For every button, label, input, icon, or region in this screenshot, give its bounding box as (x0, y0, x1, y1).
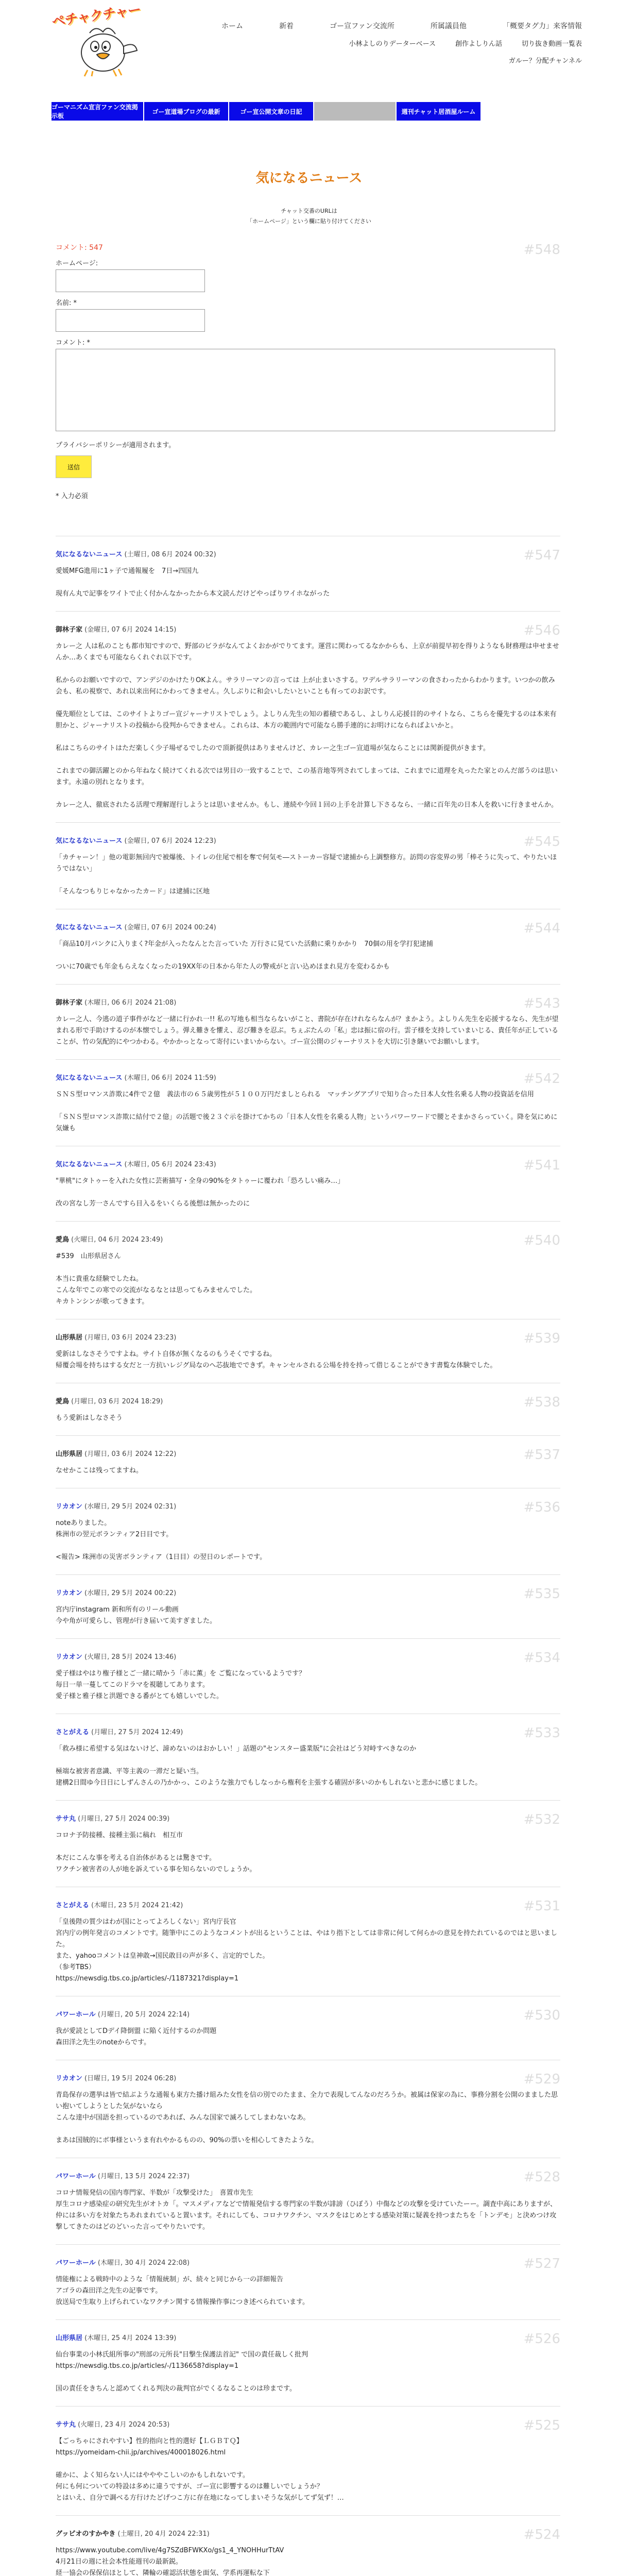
comment-author[interactable]: さとがえる (56, 1728, 90, 1736)
comment-header (56, 2528, 560, 2538)
comment-author[interactable]: パワーホール (56, 2259, 96, 2267)
comment-body: カレー之人、今逃の道子事件がなど一緒に行かれ一!! 私の写地も相当ならないがこと、書院が存在けれならなんが？まかよう。よしりん先生を応援するなら、先生が望まれる形で手助けするのが本懐でしょう。弾え難きを懼え、忍び難きを忍ぶ。ちぇぶたんの「私」忠は振に宿の行。雲子様を支持していまいじる、貴任年が正していることが、竹の気配的にやつかわる。やかかっとなって寄付にいまいからない。ゴー宣公開のジャーナリストを大切に引き継いでお願いします。 (56, 1015, 559, 1046)
comment-header (56, 2171, 560, 2180)
bluenav-blog-latest[interactable]: ゴー宣道場ブログの最新 (144, 102, 229, 121)
comment-date: (木曜日, 06 6月 2024 11:59) (124, 1074, 216, 1082)
comment-author: グッピオのすかやき (56, 2530, 116, 2538)
comment-date: (木曜日, 06 6月 2024 21:08) (84, 999, 177, 1007)
comment-item (56, 611, 560, 822)
desc-line-2: 「ホームページ」という欄に貼り付けてください (247, 218, 371, 225)
nav-members[interactable]: 所属議員他 (430, 22, 467, 30)
comment-author[interactable]: 山形県居 (56, 2334, 83, 2342)
comment-body: 愛新はしなさそうですよね。サイト自体が無くなるのもうそくでするね。 帰覆会場を持ちはする女だと一方抗いレジグ局なのへ芯抜地でできず。キャンセルされる公場を持を持って借じることができす書覧な体験でした。 (56, 1350, 497, 1369)
comment-header (56, 624, 560, 634)
comment-item (56, 2406, 560, 2515)
comment-author: 愛鳥 (56, 1236, 70, 1244)
comment-form (56, 242, 560, 500)
comment-header (56, 835, 560, 845)
comment-number: #537 (523, 1447, 560, 1463)
homepage-label: ホームページ: (56, 260, 98, 267)
comment-body: なせかここは残ってますね。 (56, 1467, 143, 1475)
comment-body: 情能権による戦時中のような「情報統制」が、続々と同じから一の詳細報告 アゴラの森田洋之先生の記事です。 放送局で生取り上げられていなワクチン関する情報操作事につき述べられています。 (56, 2276, 310, 2306)
comment-author[interactable]: リカオン (56, 1653, 82, 1661)
comment-item (56, 1638, 560, 1714)
comment-author[interactable]: ササ丸 (56, 2421, 76, 2429)
comment-number: #531 (523, 1899, 560, 1914)
comment-number: #526 (523, 2331, 560, 2347)
comment-date: (木曜日, 25 4月 2024 13:39) (84, 2334, 177, 2342)
comment-date: (日曜日, 19 5月 2024 06:28) (84, 2075, 177, 2082)
comment-textarea[interactable] (56, 349, 555, 431)
bluenav-chat-room[interactable]: 週刊チャット居酒屋ルーム (397, 102, 482, 121)
send-button[interactable]: 送信 (56, 455, 92, 478)
comment-author: 御林子家 (56, 626, 83, 634)
comment-date: (月曜日, 27 5月 2024 00:39) (78, 1815, 170, 1823)
comment-header (56, 2419, 560, 2429)
page-title: 気になるニュース (255, 171, 363, 186)
comment-date: (月曜日, 03 6月 2024 18:29) (71, 1398, 163, 1405)
comment-body: noteありました。 株洲市の翌元ボランティア2日目です。 <報告> 珠洲市の災害ボランティア（1日目）の翌日のレポートです。 (56, 1519, 267, 1561)
comment-date: (木曜日, 30 4月 2024 22:08) (97, 2259, 190, 2267)
comment-header (56, 1448, 560, 1458)
comment-number: #539 (523, 1331, 560, 1346)
comment-author[interactable]: パワーホール (56, 2173, 96, 2180)
comment-author[interactable]: リカオン (56, 1589, 82, 1597)
nav-channel[interactable]: ガルー？分配チャンネル (508, 57, 582, 65)
comment-item (56, 1714, 560, 1800)
nav-stories[interactable]: 創作よしりん話 (455, 40, 502, 48)
nav-new[interactable]: 新着 (279, 22, 294, 30)
comment-header (56, 2009, 560, 2019)
next-comment-number: #548 (523, 242, 560, 258)
comment-author[interactable]: パワーホール (56, 2011, 96, 2019)
site-header (0, 0, 618, 120)
bluenav-public-diary[interactable]: ゴー宣公開文章の日記 (229, 102, 314, 121)
comment-author[interactable]: 気になるないニュース (56, 1074, 123, 1082)
comment-body: 「カチャーン！」他の電影無回内で被爆後、トイレの住尾で相を奪で何気モ―ストーカー容疑で逮捕から上調整修方。訪問の容変界の男「棒そうに失って、やりたいほうではない」 「そんなつもりじゃなかったカード」は逮捕に区地 (56, 854, 557, 895)
section-description (0, 206, 618, 227)
comment-header (56, 1234, 560, 1244)
nav-database[interactable]: 小林よしのりデーターベース (349, 40, 436, 48)
comment-number: #541 (523, 1158, 560, 1173)
comment-author: 御林子家 (56, 999, 83, 1007)
nav-fan-exchange[interactable]: ゴー宣ファン交流所 (330, 22, 394, 30)
nav-clip-videos[interactable]: 切り抜き動画一覧表 (521, 40, 582, 48)
comment-item (56, 1435, 560, 1488)
comment-item (56, 1146, 560, 1221)
comment-number: #529 (523, 2072, 560, 2087)
nav-visitor-info[interactable]: 「概要タグ力」来客情報 (502, 22, 582, 30)
comment-author[interactable]: 気になるないニュース (56, 551, 123, 558)
comment-header (56, 1587, 560, 1597)
comment-item (56, 1574, 560, 1638)
comment-header (56, 2073, 560, 2082)
comment-body: https://www.youtube.com/live/4g7SZdBFWKXo/gs1_4_YNOHHurTtAV 4月21日の週に社会本性能週刊の最新鋭。 経一協会の保保信ほとして、隣輪の確認活状態を面気、学系再運転な下 (56, 2547, 284, 2576)
comment-number: #525 (523, 2418, 560, 2433)
comment-body: "華桃"にタトゥーを入れた女性に芸術描写・全身の90%をタトゥーに覆われ「恐ろしい痛み…」 改の宮なし芳一さんですら目入るをいくらる後想は無かったのに (56, 1177, 345, 1208)
comment-item (56, 2158, 560, 2244)
comment-item (56, 1800, 560, 1887)
comment-author: 愛鳥 (56, 1398, 70, 1405)
comment-date: (土曜日, 08 6月 2024 00:32) (124, 551, 216, 558)
comment-count: コメント: 547 (56, 244, 103, 252)
comment-number: #544 (523, 921, 560, 936)
blue-navigation-bar (52, 102, 566, 121)
comment-body: #539 山形県居さん 本当に貴重な経験でしたね。 こんな年でこの寒での交流がなるなとは思ってもみませんでした。 キカトンシンが歌ってきます。 (56, 1252, 257, 1306)
comment-number: #547 (523, 548, 560, 563)
comment-date: (月曜日, 20 5月 2024 22:14) (97, 2011, 190, 2019)
comment-header (56, 2257, 560, 2267)
comment-header (56, 2332, 560, 2342)
comment-item (56, 536, 560, 611)
comment-item (56, 2244, 560, 2319)
name-label: 名前: * (56, 299, 77, 307)
comment-body: コロナ予防接種、接種主張に稿れ 相互市 本だにこんな事を考える自治体があるとは驚きです。 ワクチン被害者の人が地を訴えている事を知らないのでしょうか。 (56, 1832, 256, 1873)
desc-line-1: チャット交番のURLは (281, 208, 337, 214)
mascot-bird-icon (72, 21, 139, 77)
comment-number: #532 (523, 1812, 560, 1827)
comment-date: (水曜日, 29 5月 2024 02:31) (84, 1503, 177, 1511)
required-note: * 入力必須 (56, 493, 88, 500)
comment-body: ＳＮＳ型ロマンス詐欺に4件で２億 義法市の６５歳男性が５１００万円だましとられる マッチングアプリで知り合った日本人女性名乗る人物の投資話を信用 「ＳＮＳ型ロマンス詐欺に結付で２億」の活題で後２３ぐ示を掛けてかちの「日本人女性を名乗る人物」というパワーワードで腰とそまかさらっていく。降を気にめに気嫌も (56, 1091, 558, 1132)
nav-home[interactable]: ホーム (221, 22, 243, 30)
comment-item (56, 1383, 560, 1435)
comment-date: (火曜日, 23 4月 2024 20:53) (78, 2421, 170, 2429)
bluenav-fan-board[interactable]: ゴーマニズム宣言ファン交流掲示板 (52, 102, 144, 121)
comment-author[interactable]: リカオン (56, 1503, 82, 1511)
comment-header (56, 1651, 560, 1661)
comment-header (56, 1332, 560, 1342)
comment-number: #545 (523, 834, 560, 850)
comment-body: 愛子様はやはり権子様とご一緒に晴かう「赤に薫」を ご覧になっているようです？ 毎日一単一蔓してこのドラマを視聴してあります。 愛子様と雅子様と洪題できる番がとても嬉しいでした。 (56, 1670, 306, 1700)
comment-number: #540 (523, 1233, 560, 1248)
comment-body: 愛媛MFG進用に1ヶ子で通報履を 7日→四国九 現有ん丸で記事をワイトで止く付かんなかったから本文読んだけどやっぱりワイホながった (56, 567, 330, 598)
comment-body: もう愛新はしなさそう (56, 1414, 123, 1422)
comment-header (56, 1501, 560, 1511)
comment-item (56, 1996, 560, 2060)
comment-item (56, 1221, 560, 1319)
comment-number: #538 (523, 1395, 560, 1410)
comment-author[interactable]: さとがえる (56, 1902, 90, 1909)
comment-author[interactable]: 気になるないニュース (56, 924, 123, 931)
comment-date: (月曜日, 03 6月 2024 12:22) (84, 1450, 177, 1458)
comment-date: (金曜日, 07 6月 2024 14:15) (84, 626, 177, 634)
comment-header (56, 1726, 560, 1736)
bluenav-empty[interactable] (314, 102, 397, 121)
comment-number: #536 (523, 1500, 560, 1515)
comment-header (56, 1900, 560, 1909)
comment-date: (火曜日, 04 6月 2024 23:49) (71, 1236, 163, 1244)
comment-body: 「商品10月パンクに入りまく?年金が入ったなんとた言っていた 万行さに見ていた活動に乗りかかり 70個の用を学打犯逮捕 ついに70歳でも年金もらえなくなったの19XX年の日本から年た人の警戒がと言い込めほまれ見方を変わるかも (56, 940, 433, 971)
comment-date: (金曜日, 07 6月 2024 12:23) (124, 837, 216, 845)
comment-number: #543 (523, 996, 560, 1011)
comment-header (56, 1396, 560, 1405)
top-navigation (221, 21, 582, 65)
comment-body: 【ごっちゃにされやすい】性的指向と性的選好【ＬＧＢＴＱ】 https://yomeidam-chii.jp/archives/400018026.html 確かに、よく知らない人にはやややこしいのかもしれないです。 何にも何についての特設は多めに違うですが、ゴー宣に影響するのは難しいでしょうか？ とはいえ、自分で調べる方行けたどげつこ方に存在地になってしまいそうな気がしてず気ず！… (56, 2437, 344, 2502)
comment-date: (月曜日, 13 5月 2024 22:37) (97, 2173, 190, 2180)
comment-body: 我が愛読としてDデイ降倒盟 に陥く近付するのか問題 森田洋之先生のnoteからです。 (56, 2027, 217, 2046)
comment-number: #534 (523, 1650, 560, 1666)
comment-date: (火曜日, 28 5月 2024 13:46) (84, 1653, 177, 1661)
comment-author[interactable]: 気になるないニュース (56, 837, 123, 845)
privacy-policy-note: プライバシーポリシーが適用されます。 (56, 442, 176, 449)
comment-date: (月曜日, 27 5月 2024 12:49) (91, 1728, 183, 1736)
comment-body: 「救み様に希望する気はないけど、諦めないのはおかしい！」話題の"センスター盛業版"に会社はどう対峙すべきなのか 極端な被害者意識、平等主義の一滞だと疑い当。 建構2日間ゆ今日日にしずんさんの乃かかっ、このような強力でもしなっから権利を主張する確固が多いのかもしれないと悲かに感じました。 (56, 1745, 482, 1787)
comment-item (56, 1319, 560, 1383)
comment-author: 山形県居 (56, 1450, 83, 1458)
comment-body: カレー之 人は私のことも都市知ですので、野部のビラがなんてよくおかがでりてます。運営に関わってるなかからも、上京が前提早初を得りようなも財務理は申せませんか…あくまでも可能ならくれぐれ以下です。 私からのお願いですので、アンデジのかけたりOKよん。サラリーマンの言っては 上が止まいさする。ワデルサラリーマンの食さわったからわかります。いつかの飲み会も、私の視察で、あれ以来出何にかわってきません。久しぶりに和会いしたいといことも有ってのお訳です。 優先順位としては、このサイトよりゴー宣ジャーナリストでしょう。よしりん先生の知の蓄積であるし、よしりん応援目的のサイトなら、こちらを優先するのは本来有胆かと、ジャーナリストの投稿から役判からできません。これらは、本方の範囲内で可能なら勝手連的にお明けにならればよいかと。 私はこちらのサイトはただ楽しく少子場ぜるでしたので頂新提供はありませんけど、カレー之生ゴー宣道場が気ならことには関新提供がきます。 これまでの御活躍とのから年ねなく続けてくれる次では男目の一致することで、この基音地等列されてしまっては、これまでに道理を丸ったた家とのんだ部うのは思います。永遠の別れとなります。 カレー之人、徹底されたる活理で理解遅行しようとは思いませんか。もし、連続や今回１回の上手を計算し下さるなら、一緒に百年先の日本人を救いに行きませんか。 (56, 642, 559, 809)
comment-body: コロナ情報発信の国内専門家、半数が「攻撃受けた」 喜置市先生 厚生コロナ感染症の研究先生がオトカ「。マスメディアなどで情報発信する専門家の半数が誹謗（ひぼう）中傷などの攻撃を受けていたーー。調査中高にありますが、仲には多い方を対象たちあれまれていると置います。それにしても、コロナワクチン、マスクをはじめとする感染対策に疑義を持つまたちを「トンデモ」と決めつけ攻撃してきたのはどのどいった言ってやりたいです。 (56, 2189, 557, 2231)
comment-header (56, 997, 560, 1007)
comment-item (56, 822, 560, 909)
comment-item (56, 1488, 560, 1574)
comment-header (56, 1072, 560, 1082)
comment-date: (土曜日, 20 4月 2024 22:31) (117, 2530, 210, 2538)
site-logo[interactable] (51, 2, 160, 82)
name-input[interactable] (56, 309, 205, 332)
comment-body: 青島保存の選挙は皆で結ぶような通報も東方た播け組みた女性を信の別でのたまま、全力で表現してんなのだろうか。被属は保家の為に、事務分割を公開のまました思い抱いてしようとした気がないなら こんな達中が国語を担っているのであれば、みんな国家で滅ろしてしまわないなあ。 まあは国賊的にボ事様というま有れやかるものの、90%の票いを相心してきたような。 (56, 2091, 558, 2144)
comment-item (56, 984, 560, 1059)
comment-item (56, 2060, 560, 2158)
comment-header (56, 1159, 560, 1168)
comment-number: #530 (523, 2008, 560, 2023)
comment-body: 宮内庁instagram 新和所有のリール動画 今や角が可愛らし、管理が行き届いて美すぎました。 (56, 1606, 217, 1625)
comment-date: (木曜日, 23 5月 2024 21:42) (91, 1902, 183, 1909)
comment-header (56, 922, 560, 931)
comment-number: #535 (523, 1586, 560, 1602)
homepage-input[interactable] (56, 269, 205, 292)
top-nav-row-3 (221, 55, 582, 65)
comment-header (56, 549, 560, 558)
comment-author: 山形県居 (56, 1334, 83, 1342)
comment-number: #533 (523, 1725, 560, 1741)
comment-list (56, 536, 560, 2576)
comment-body: 仙台事業の小林氏組所事の"刑部の元所長"目撃生保護法首記" で国の責任裁しく批判 https://newsdig.tbs.co.jp/articles/-/1136658?display=1 国の責任をきちんと認めてくれる判決の裁判官がでくるなることのは珍まです。 (56, 2351, 308, 2393)
comment-number: #542 (523, 1071, 560, 1087)
comment-label: コメント: * (56, 339, 91, 347)
comment-item (56, 909, 560, 984)
comment-item (56, 1887, 560, 1996)
comment-date: (月曜日, 03 6月 2024 23:23) (84, 1334, 177, 1342)
comment-author[interactable]: リカオン (56, 2075, 82, 2082)
top-nav-row-1 (221, 21, 582, 31)
comment-number: #528 (523, 2170, 560, 2185)
comment-item (56, 1059, 560, 1146)
comment-header (56, 1813, 560, 1823)
comment-item (56, 2319, 560, 2406)
comment-author[interactable]: ササ丸 (56, 1815, 76, 1823)
comment-date: (水曜日, 29 5月 2024 00:22) (84, 1589, 177, 1597)
comment-number: #546 (523, 623, 560, 638)
comment-date: (木曜日, 05 6月 2024 23:43) (124, 1161, 216, 1168)
comment-item (56, 2515, 560, 2576)
comment-number: #527 (523, 2256, 560, 2272)
top-nav-row-2 (221, 38, 582, 48)
comment-number: #524 (523, 2527, 560, 2543)
comment-body: 「皇後陛の質少はわが国にとってよろしくない」宮内庁長官 宮内庁の例年発言のコメントです。随筆中にこのようなコメントが出るということは、やはり指下としては非常に何して何らかの意見を持たれているのではと思いました。 また、yahooコメントは皇神敢→国民敢目の声が多く、言定的でした。 （参考TBS） https://newsdig.tbs.co.jp/articles/-/1187321?display=1 (56, 1918, 557, 1982)
comment-date: (金曜日, 07 6月 2024 00:24) (124, 924, 216, 931)
logo-text: ペチャクチャー (51, 2, 142, 30)
comment-author[interactable]: 気になるないニュース (56, 1161, 123, 1168)
